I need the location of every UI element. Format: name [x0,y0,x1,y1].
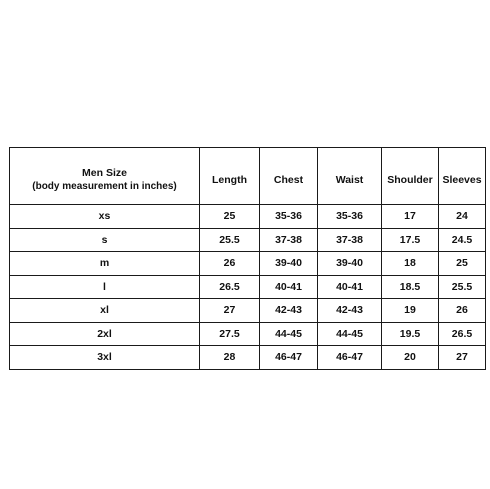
table-body [10,205,486,370]
shoulder-column-header: Shoulder [382,148,439,205]
length-cell: 27.5 [200,322,260,346]
chest-cell: 42-43 [260,299,318,323]
length-cell: 26.5 [200,275,260,299]
waist-cell: 37-38 [318,228,382,252]
size-header-subtitle: (body measurement in inches) [32,181,177,192]
size-cell: l [10,275,200,299]
chest-cell: 40-41 [260,275,318,299]
table-row [10,252,486,276]
sleeves-cell: 25.5 [439,275,486,299]
sleeves-cell: 26 [439,299,486,323]
sleeves-cell: 25 [439,252,486,276]
size-cell: xs [10,205,200,229]
length-cell: 25.5 [200,228,260,252]
chest-cell: 39-40 [260,252,318,276]
length-cell: 26 [200,252,260,276]
table-row [10,205,486,229]
size-cell: 3xl [10,346,200,370]
size-cell: xl [10,299,200,323]
size-column-header [10,148,200,205]
waist-column-header: Waist [318,148,382,205]
table-row [10,228,486,252]
waist-cell: 40-41 [318,275,382,299]
chest-cell: 35-36 [260,205,318,229]
waist-cell: 44-45 [318,322,382,346]
shoulder-cell: 17 [382,205,439,229]
chest-cell: 37-38 [260,228,318,252]
waist-cell: 39-40 [318,252,382,276]
size-header-title: Men Size [82,167,127,179]
table-row [10,322,486,346]
length-cell: 27 [200,299,260,323]
size-cell: s [10,228,200,252]
length-cell: 25 [200,205,260,229]
table-row [10,346,486,370]
chest-cell: 46-47 [260,346,318,370]
waist-cell: 35-36 [318,205,382,229]
shoulder-cell: 19 [382,299,439,323]
table-row [10,299,486,323]
shoulder-cell: 20 [382,346,439,370]
shoulder-cell: 18.5 [382,275,439,299]
size-cell: m [10,252,200,276]
waist-cell: 46-47 [318,346,382,370]
shoulder-cell: 19.5 [382,322,439,346]
sleeves-cell: 26.5 [439,322,486,346]
chest-cell: 44-45 [260,322,318,346]
length-column-header: Length [200,148,260,205]
table-row [10,275,486,299]
header-row [10,148,486,205]
length-cell: 28 [200,346,260,370]
size-chart-table [9,147,486,370]
shoulder-cell: 18 [382,252,439,276]
size-cell: 2xl [10,322,200,346]
sleeves-cell: 27 [439,346,486,370]
table-header [10,148,486,205]
shoulder-cell: 17.5 [382,228,439,252]
sleeves-cell: 24.5 [439,228,486,252]
sleeves-column-header: Sleeves [439,148,486,205]
chest-column-header: Chest [260,148,318,205]
sleeves-cell: 24 [439,205,486,229]
waist-cell: 42-43 [318,299,382,323]
